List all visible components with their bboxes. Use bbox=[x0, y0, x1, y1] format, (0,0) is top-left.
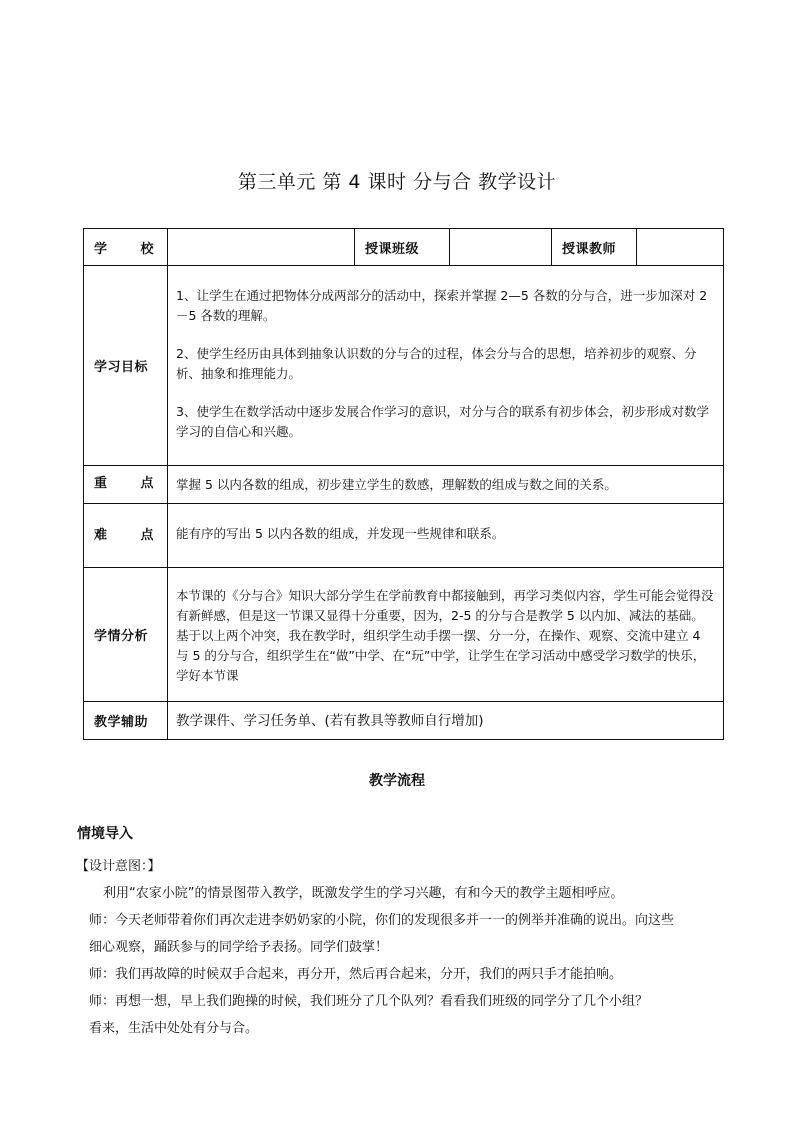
table-row-key-point bbox=[84, 466, 724, 504]
key-label: 重 点 bbox=[84, 466, 168, 504]
goals-label: 学习目标 bbox=[84, 266, 168, 466]
aids-label: 教学辅助 bbox=[84, 702, 168, 740]
class-label: 授课班级 bbox=[355, 229, 450, 266]
difficulty-cell: 能有序的写出 5 以内各数的组成，并发现一些规律和联系。 bbox=[168, 504, 724, 568]
intro-line: 师：我们再故障的时候双手合起来，再分开，然后再合起来，分开，我们的两只手才能拍响。 bbox=[89, 967, 623, 982]
school-value bbox=[168, 229, 355, 266]
intro-line: 细心观察，踊跃参与的同学给予表扬。同学们鼓掌！ bbox=[89, 940, 389, 955]
goals-cell bbox=[168, 266, 724, 466]
school-label: 学 校 bbox=[84, 229, 168, 266]
analysis-label: 学情分析 bbox=[84, 568, 168, 702]
table-row-header bbox=[84, 229, 724, 266]
intro-line: 看来，生活中处处有分与合。 bbox=[89, 1021, 259, 1036]
flow-title: 教学流程 bbox=[369, 773, 425, 789]
page-title: 第三单元 第 4 课时 分与合 教学设计 bbox=[237, 171, 557, 193]
teacher-label: 授课教师 bbox=[552, 229, 637, 266]
intro-heading: 情境导入 bbox=[77, 826, 133, 842]
design-intent: 【设计意图：】 bbox=[76, 859, 161, 874]
teacher-value bbox=[637, 229, 724, 266]
intro-line: 师：再想一想，早上我们跑操的时候，我们班分了几个队列？看看我们班级的同学分了几个小组？ bbox=[89, 994, 649, 1009]
aids-cell: 教学课件、学习任务单、(若有教具等教师自行增加) bbox=[168, 702, 724, 740]
key-cell: 掌握 5 以内各数的组成，初步建立学生的数感，理解数的组成与数之间的关系。 bbox=[168, 466, 724, 504]
table-row-aids bbox=[84, 702, 724, 740]
goal-item: 3、使学生在数学活动中逐步发展合作学习的意识，对分与合的联系有初步体会，初步形成对数学学习的自信心和兴趣。 bbox=[176, 404, 709, 439]
intro-line: 利用“农家小院”的情景图带入教学，既激发学生的学习兴趣，有和今天的教学主题相呼应。 bbox=[103, 886, 624, 901]
intro-line: 师：今天老师带着你们再次走进李奶奶家的小院，你们的发现很多并一一的例举并准确的说出。向这些 bbox=[89, 913, 675, 928]
goal-item: 1、让学生在通过把物体分成两部分的活动中，探索并掌握 2—5 各数的分与合，进一步加深对 2－5 各数的理解。 bbox=[176, 288, 708, 323]
table-row-goals bbox=[84, 266, 724, 466]
analysis-cell: 本节课的《分与合》知识大部分学生在学前教育中都接触到，再学习类似内容，学生可能会觉得没有新鲜感，但是这一节课又显得十分重要，因为，2-5 的分与合是教学 5 以内加、减法的基础。基于以上两个冲突，我在教学时，组织学生动手摆一摆、分一分，在操作、观察、交流中建立 4 与 5 的分与合，组织学生在“做”中学、在“玩”中学，让学生在学习活动中感受学习数学的快乐，学好本节课 bbox=[168, 568, 724, 702]
class-value bbox=[450, 229, 552, 266]
table-row-analysis bbox=[84, 568, 724, 702]
difficulty-label: 难 点 bbox=[84, 504, 168, 568]
lesson-info-table bbox=[83, 228, 724, 740]
table-row-difficulty bbox=[84, 504, 724, 568]
goal-item: 2、使学生经历由具体到抽象认识数的分与合的过程，体会分与合的思想，培养初步的观察、分析、抽象和推理能力。 bbox=[176, 346, 697, 381]
